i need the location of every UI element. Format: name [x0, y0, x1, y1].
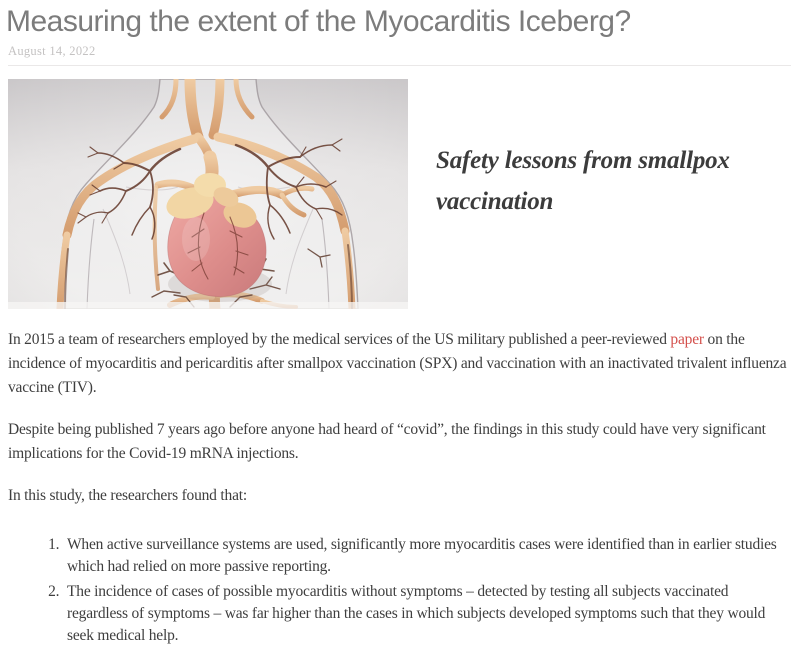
finding-item-1: 1. When active surveillance systems are used, significantly more myocarditis cases were identified than in earlier studies which had relied on more passive reporting.	[63, 534, 791, 578]
findings-list	[8, 534, 791, 647]
paragraph-intro	[8, 328, 791, 400]
hero-section	[8, 79, 791, 309]
header-divider	[8, 65, 791, 66]
finding-item-2: 2. The incidence of cases of possible myocarditis without symptoms – detected by testing all subjects vaccinated regardless of symptoms – was far higher than the cases in which subjects developed symptoms such that they would seek medical help.	[63, 581, 791, 647]
paragraph-findings-intro: In this study, the researchers found that:	[8, 487, 247, 505]
intro-text-after: on the incidence of myocarditis and pericarditis after smallpox vaccination (SPX) and vaccination with an inactivated trivalent influenza vaccine (TIV).	[8, 331, 787, 397]
torso-heart-illustration	[8, 79, 408, 309]
page-title: Measuring the extent of the Myocarditis Iceberg?	[6, 5, 631, 38]
article-body	[8, 328, 791, 647]
anatomical-heart-image	[8, 79, 408, 309]
image-bottom-fade	[8, 302, 408, 309]
paragraph-implications: Despite being published 7 years ago before anyone had heard of “covid”, the findings in this study could have very significant implications for the Covid-19 mRNA injections.	[8, 421, 766, 463]
post-date: August 14, 2022	[8, 44, 96, 58]
section-heading: Safety lessons from smallpox vaccination	[436, 147, 730, 215]
paper-link[interactable]: paper	[670, 331, 704, 348]
intro-text-before: In 2015 a team of researchers employed by the medical services of the US military published a peer-reviewed	[8, 331, 671, 348]
